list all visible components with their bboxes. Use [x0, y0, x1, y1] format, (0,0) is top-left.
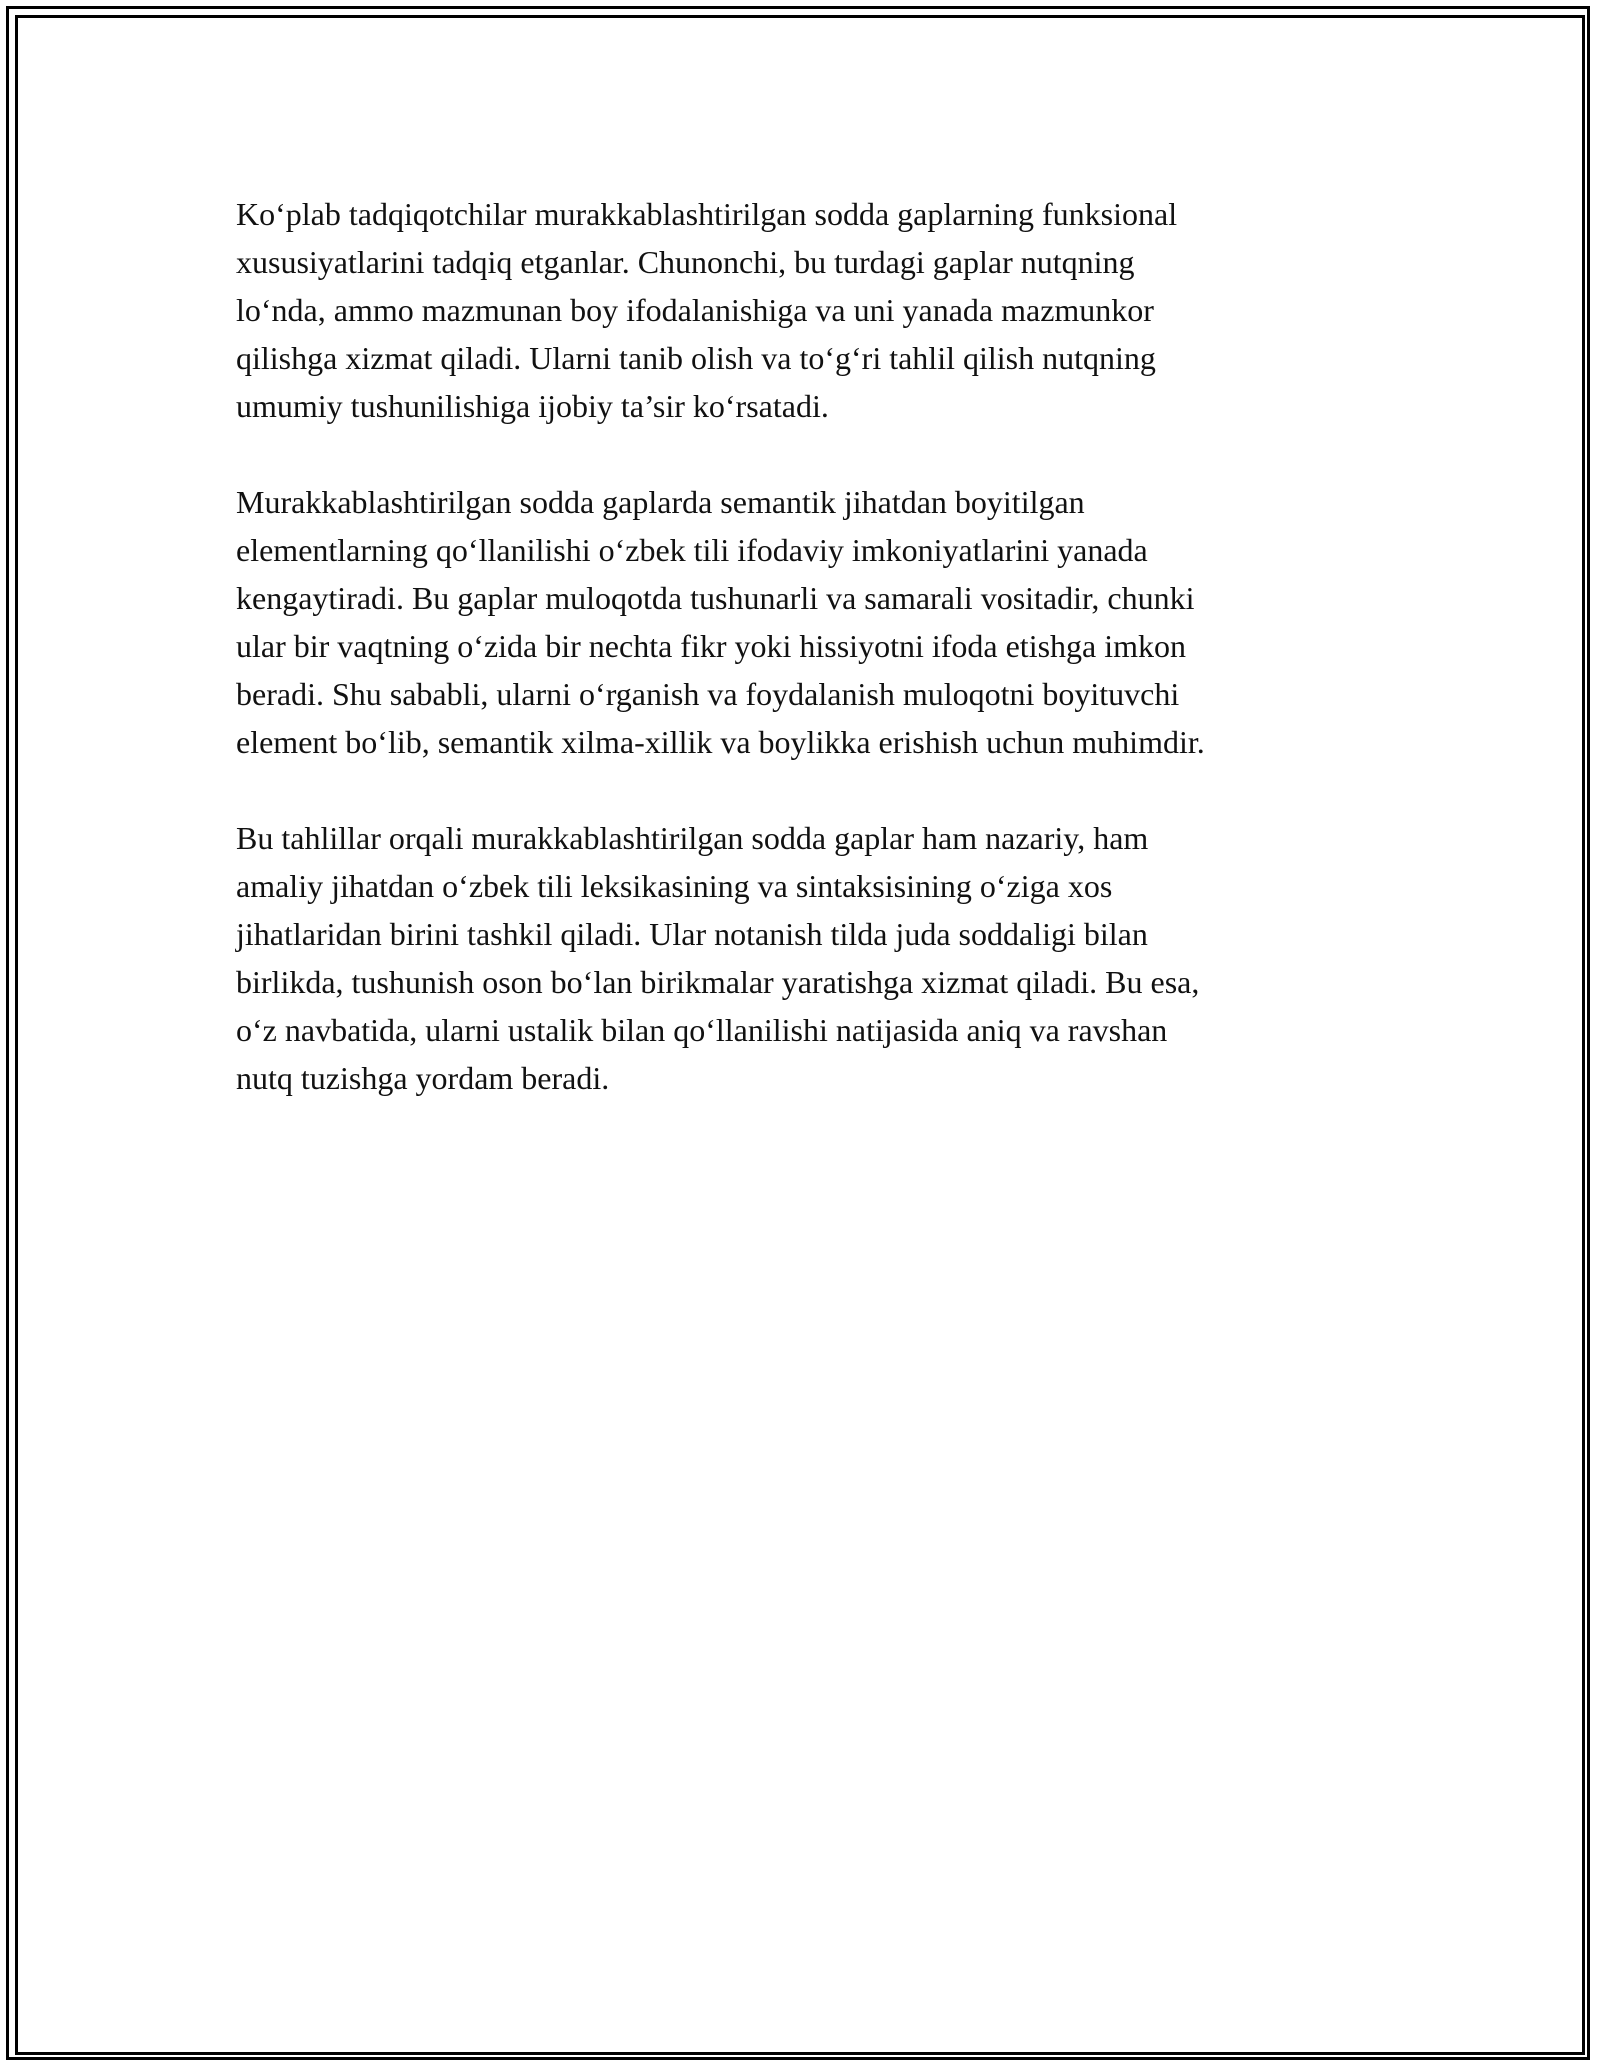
paragraph-line: Ko‘plab tadqiqotchilar murakkablashtirilgan sodda gaplarning funksional — [236, 196, 1178, 232]
paragraph-line: elementlarning qo‘llanilishi o‘zbek tili ifodaviy imkoniyatlarini yanada — [236, 532, 1148, 568]
paragraph-1 — [236, 190, 1366, 430]
paragraph-line: beradi. Shu sababli, ularni o‘rganish va foydalanish muloqotni boyituvchi — [236, 676, 1180, 712]
paragraph-line: ular bir vaqtning o‘zida bir nechta fikr yoki hissiyotni ifoda etishga imkon — [236, 628, 1187, 664]
paragraph-line: birlikda, tushunish oson bo‘lan birikmalar yaratishga xizmat qiladi. Bu esa, — [236, 964, 1200, 1000]
paragraph-line: Bu tahlillar orqali murakkablashtirilgan sodda gaplar ham nazariy, ham — [236, 820, 1149, 856]
paragraph-3 — [236, 814, 1366, 1102]
paragraph-line: amaliy jihatdan o‘zbek tili leksikasining va sintaksisining o‘ziga xos — [236, 868, 1113, 904]
paragraph-line: xususiyatlarini tadqiq etganlar. Chunonchi, bu turdagi gaplar nutqning — [236, 244, 1135, 280]
paragraph-line: Murakkablashtirilgan sodda gaplarda semantik jihatdan boyitilgan — [236, 484, 1085, 520]
paragraph-line: nutq tuzishga yordam beradi. — [236, 1060, 610, 1096]
paragraph-line: lo‘nda, ammo mazmunan boy ifodalanishiga va uni yanada mazmunkor — [236, 292, 1154, 328]
paragraph-2 — [236, 478, 1366, 766]
paragraph-line: qilishga xizmat qiladi. Ularni tanib olish va to‘g‘ri tahlil qilish nutqning — [236, 340, 1156, 376]
paragraph-line: element bo‘lib, semantik xilma-xillik va boylikka erishish uchun muhimdir. — [236, 724, 1205, 760]
paragraph-line: o‘z navbatida, ularni ustalik bilan qo‘llanilishi natijasida aniq va ravshan — [236, 1012, 1168, 1048]
paragraph-line: umumiy tushunilishiga ijobiy ta’sir ko‘rsatadi. — [236, 388, 829, 424]
document-body — [236, 190, 1366, 1150]
paragraph-line: jihatlaridan birini tashkil qiladi. Ular notanish tilda juda soddaligi bilan — [236, 916, 1148, 952]
paragraph-line: kengaytiradi. Bu gaplar muloqotda tushunarli va samarali vositadir, chunki — [236, 580, 1195, 616]
